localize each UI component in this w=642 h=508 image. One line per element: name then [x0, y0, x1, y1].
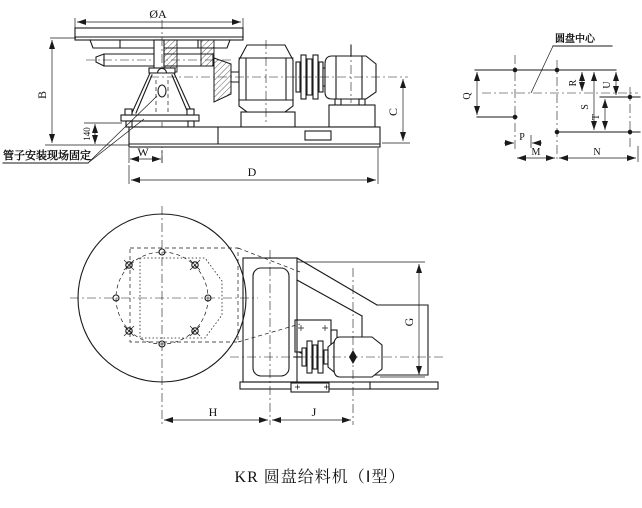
dim-label-overall-height: B: [35, 90, 49, 100]
disc-center-label: 圆盘中心: [555, 34, 595, 45]
dim-label-drive-center-height: C: [386, 107, 400, 117]
dim-label-m: M: [531, 147, 541, 158]
dim-label-base-length: D: [247, 165, 257, 179]
hub-hatched: [164, 40, 177, 72]
side-view: [45, 20, 408, 163]
hidden-frame-outline: [130, 248, 300, 342]
caption: KR 圆盘给料机（Ⅰ型）: [234, 469, 406, 486]
pedestal-base-plate: [121, 115, 199, 121]
motor: [323, 45, 376, 127]
dim-label-base-frame-height: 140: [82, 127, 92, 141]
dim-label-disc-diameter: ØA: [149, 7, 167, 21]
plan-view: [70, 206, 445, 425]
dim-label-q: Q: [462, 92, 473, 100]
dim-label-s: S: [580, 104, 591, 110]
dim-label-p: P: [519, 132, 525, 143]
dim-label-r: R: [568, 79, 579, 87]
anchor-bolt-holes: [513, 68, 633, 135]
dim-label-h: H: [208, 405, 218, 419]
dim-label-j: J: [311, 405, 317, 419]
dim-label-disc-center-offset: W: [137, 145, 149, 159]
hole-layout-diagram: [462, 32, 640, 162]
pipe-note-label: 管子安装现场固定: [3, 149, 91, 162]
motor-base: [329, 105, 375, 127]
dim-label-g: G: [402, 317, 416, 327]
dim-label-n: N: [593, 147, 601, 158]
bevel-gear: [214, 58, 231, 102]
name-plate: [305, 131, 331, 140]
disc-side: [75, 28, 243, 40]
dim-label-t: T: [591, 113, 602, 121]
dim-label-u: U: [602, 81, 613, 89]
pipe-clamp: [158, 85, 166, 97]
gearbox-plinth: [241, 112, 295, 127]
